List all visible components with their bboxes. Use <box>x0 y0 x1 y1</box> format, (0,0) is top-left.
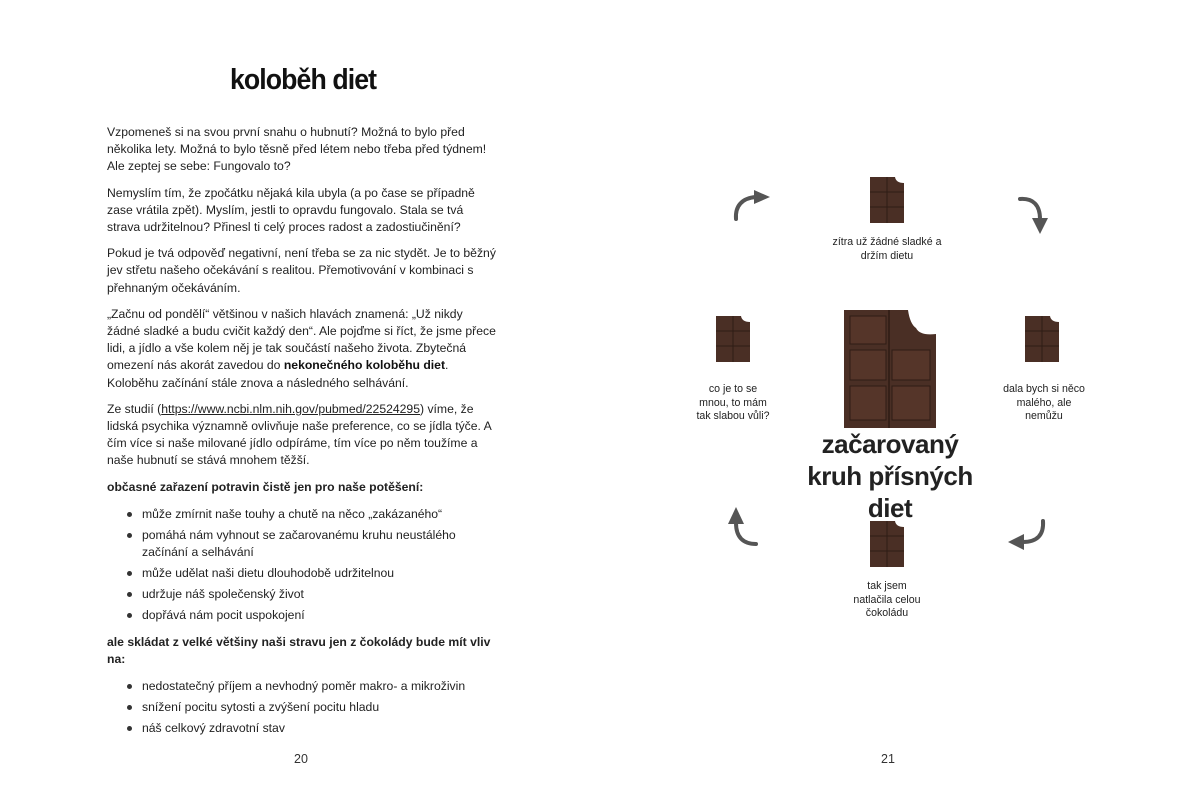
cycle-label-left: co je to se mnou, to mám tak slabou vůli? <box>696 383 770 423</box>
arrow-curved-icon <box>730 188 774 222</box>
list-1 <box>107 506 497 624</box>
paragraph-4-text-a: „Začnu od pondělí“ většinou v našich hlavách znamená: „Už nikdy žádné sladké a budu cvičit každý den“. Ale pojďme si říct, že jsme přece lidi, a jídlo a vše kolem něj je tak součástí našeho života. Zbytečná omezení nás akorát zavedou do <box>107 306 496 373</box>
page-number-right: 21 <box>881 752 895 766</box>
paragraph-2: Nemyslím tím, že zpočátku nějaká kila ubyla (a po čase se případně zase vrátila zpět). Myslím, jestli to opravdu fungovalo. Stala se tvá strava udržitelnou? Přinesl ti celý proces radost a zadostiučinění? <box>107 185 475 235</box>
list-item: nedostatečný příjem a nevhodný poměr makro- a mikroživin <box>127 678 497 695</box>
page-number-left: 20 <box>294 752 308 766</box>
list-2 <box>107 678 497 737</box>
chocolate-bar-icon <box>870 521 904 567</box>
paragraph-1: Vzpomeneš si na svou první snahu o hubnutí? Možná to bylo před několika lety. Možná to bylo těsně před létem nebo třeba před týdnem! Ale zeptej se sebe: Fungovalo to? <box>107 125 487 174</box>
paragraph-5 <box>107 401 497 470</box>
paragraph-3: Pokud je tvá odpověď negativní, není třeba se za nic stydět. Je to běžný jev střetu našeho očekávání s realitou. Přemotivování v kombinaci s přehnaným očekáváním. <box>107 246 496 295</box>
list-item: může zmírnit naše touhy a chutě na něco „zakázaného“ <box>127 506 497 523</box>
paragraph-4-bold: nekonečného koloběhu diet <box>283 358 446 373</box>
right-page <box>594 0 1188 800</box>
paragraph-5-text-b: ) víme, že lidská psychika významně ovlivňuje naše preference, co se jídla týče. A čím více si naše milované jídlo odpíráme, tím více po něm toužíme a naše hubnutí se stává mnohem těžší. <box>107 401 492 468</box>
arrow-curved-icon <box>726 504 760 548</box>
list-item: snížení pocitu sytosti a zvýšení pocitu hladu <box>127 699 497 716</box>
list-item: pomáhá nám vyhnout se začarovanému kruhu neustálého začínání a selhávání <box>127 527 497 561</box>
chocolate-bar-icon <box>716 316 750 362</box>
arrow-curved-icon <box>1006 518 1048 554</box>
study-link[interactable]: https://www.ncbi.nlm.nih.gov/pubmed/22524295 <box>161 401 420 416</box>
diagram-title: začarovaný kruh přísných diet <box>807 429 973 523</box>
page-title: koloběh diet <box>230 64 377 96</box>
paragraph-4 <box>107 306 497 392</box>
chocolate-bar-icon <box>870 177 904 223</box>
list-2-title: ale skládat z velké většiny naši stravu jen z čokolády bude mít vliv na: <box>107 634 491 667</box>
cycle-label-right: dala bych si něco malého, ale nemůžu <box>1003 383 1085 423</box>
list-item: udržuje náš společenský život <box>127 586 497 603</box>
arrow-curved-icon <box>1018 194 1052 238</box>
chocolate-bar-icon <box>1025 316 1059 362</box>
list-item: náš celkový zdravotní stav <box>127 720 497 737</box>
list-item: může udělat naši dietu dlouhodobě udržitelnou <box>127 565 497 582</box>
cycle-label-top: zítra už žádné sladké a držím dietu <box>832 236 942 262</box>
cycle-label-bottom: tak jsem natlačila celou čokoládu <box>853 580 921 620</box>
list-item: dopřává nám pocit uspokojení <box>127 607 497 624</box>
list-1-title: občasné zařazení potravin čistě jen pro naše potěšení: <box>107 479 424 494</box>
paragraph-5-text-a: Ze studií ( <box>107 401 162 416</box>
article-body <box>107 124 497 747</box>
paragraph-4-text-b: . Koloběhu začínání stále znova a následného selhávání. <box>107 358 449 390</box>
chocolate-bar-large-icon <box>844 310 936 428</box>
